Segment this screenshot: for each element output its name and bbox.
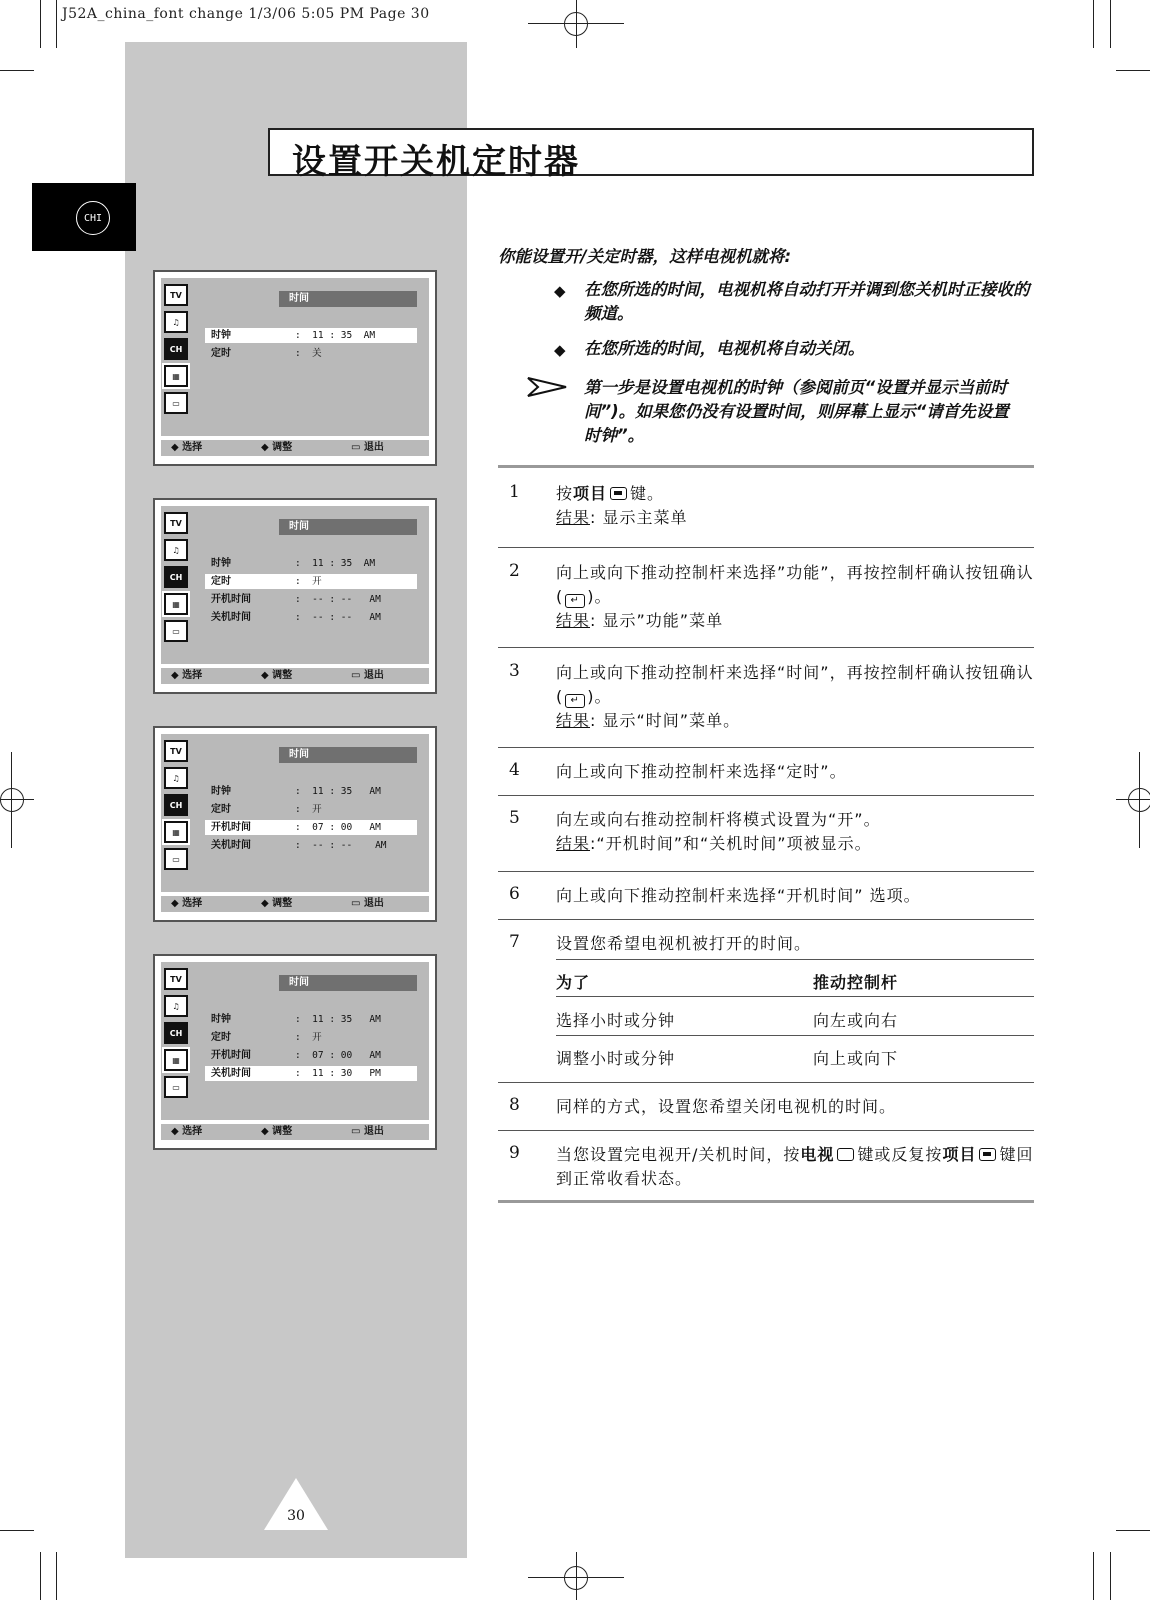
step-divider bbox=[498, 795, 1034, 796]
osd-menu-panel bbox=[153, 498, 437, 694]
footer-adjust-hint: ◆ 调整 bbox=[261, 670, 293, 681]
osd-row-value: : -- : -- AM bbox=[295, 840, 387, 851]
sound-icon: ♫ bbox=[164, 767, 188, 789]
osd-row-value: : 07 : 00 AM bbox=[295, 822, 381, 833]
osd-row-value: : 11 : 35 AM bbox=[295, 786, 381, 797]
step-number: 7 bbox=[509, 932, 520, 952]
osd-menu-title: 时间 bbox=[279, 291, 417, 307]
osd-menu-row bbox=[205, 592, 417, 607]
osd-menu-icon-column bbox=[164, 968, 194, 1103]
osd-row-label: 时钟 bbox=[211, 786, 231, 797]
osd-row-label: 时钟 bbox=[211, 1014, 231, 1025]
osd-menu-title: 时间 bbox=[279, 747, 417, 763]
footer-exit-hint: ▭ 退出 bbox=[351, 898, 384, 909]
registration-mark bbox=[0, 788, 24, 812]
footer-select-hint: ◆ 选择 bbox=[171, 1126, 203, 1137]
osd-row-label: 开机时间 bbox=[211, 594, 251, 605]
osd-menu-panel bbox=[153, 954, 437, 1150]
crop-mark bbox=[1110, 1552, 1111, 1600]
crop-mark bbox=[56, 0, 57, 48]
osd-menu-icon-column bbox=[164, 284, 194, 419]
registration-line bbox=[576, 1552, 577, 1600]
registration-line bbox=[11, 752, 12, 848]
osd-menu-footer bbox=[161, 440, 429, 456]
osd-menu-icon-column bbox=[164, 512, 194, 647]
osd-row-label: 关机时间 bbox=[211, 1068, 251, 1079]
osd-menu-footer bbox=[161, 1124, 429, 1140]
tv-key-icon bbox=[837, 1148, 854, 1161]
osd-row-label: 定时 bbox=[211, 576, 231, 587]
step-number: 8 bbox=[509, 1095, 520, 1115]
osd-row-value: : -- : -- AM bbox=[295, 594, 381, 605]
bullet-item: 在您所选的时间，电视机将自动关闭。 bbox=[584, 339, 865, 358]
crop-mark bbox=[0, 70, 34, 71]
step-divider bbox=[498, 1130, 1034, 1131]
channel-icon: CH bbox=[164, 1022, 188, 1044]
crop-mark bbox=[40, 1552, 41, 1600]
function-icon: ▭ bbox=[164, 620, 188, 642]
step-divider bbox=[498, 547, 1034, 548]
note-text: 第一步是设置电视机的时钟（参阅前页“设置并显示当前时间”)。如果您仍没有设置时间，则屏幕上显示“请首先设置时钟”。 bbox=[584, 378, 1009, 445]
step-divider bbox=[498, 647, 1034, 648]
menu-key-icon bbox=[979, 1148, 996, 1161]
setup-icon: ▦ bbox=[164, 1049, 188, 1071]
osd-menu-row bbox=[205, 1066, 417, 1081]
function-icon: ▭ bbox=[164, 848, 188, 870]
crop-mark bbox=[1110, 0, 1111, 48]
registration-line bbox=[576, 0, 577, 48]
table-rule bbox=[556, 996, 1034, 997]
osd-menu-row bbox=[205, 838, 417, 853]
intro-text: 你能设置开/关定时器，这样电视机就将: bbox=[498, 247, 792, 266]
osd-menu-row bbox=[205, 784, 417, 799]
step-number: 1 bbox=[509, 482, 520, 502]
table-rule bbox=[556, 959, 1034, 960]
osd-menu-row bbox=[205, 346, 417, 361]
print-slug: J52A_china_font change 1/3/06 5:05 PM Page 30 bbox=[62, 6, 430, 22]
registration-line bbox=[0, 799, 34, 800]
page-title: 设置开关机定时器 bbox=[292, 142, 580, 182]
step-1-text: 按项目 键。 结果: 显示主菜单 bbox=[556, 484, 688, 527]
osd-menu-row bbox=[205, 1030, 417, 1045]
osd-row-value: : -- : -- AM bbox=[295, 612, 381, 623]
osd-row-label: 开机时间 bbox=[211, 822, 251, 833]
tv-picture-icon: TV bbox=[164, 284, 188, 306]
osd-row-value: : 开 bbox=[295, 576, 322, 587]
step-number: 2 bbox=[509, 561, 520, 581]
registration-line bbox=[528, 1577, 624, 1578]
table-cell: 选择小时或分钟 bbox=[556, 1011, 676, 1030]
registration-line bbox=[1139, 752, 1140, 848]
table-cell: 向上或向下 bbox=[813, 1049, 899, 1068]
channel-icon: CH bbox=[164, 338, 188, 360]
setup-icon: ▦ bbox=[164, 821, 188, 843]
footer-adjust-hint: ◆ 调整 bbox=[261, 442, 293, 453]
osd-menu-title: 时间 bbox=[279, 975, 417, 991]
crop-mark bbox=[56, 1552, 57, 1600]
tv-picture-icon: TV bbox=[164, 512, 188, 534]
crop-mark bbox=[1116, 1530, 1150, 1531]
osd-menu-body bbox=[161, 506, 429, 664]
step-8-text: 同样的方式，设置您希望关闭电视机的时间。 bbox=[556, 1097, 897, 1116]
function-icon: ▭ bbox=[164, 1076, 188, 1098]
step-divider bbox=[498, 871, 1034, 872]
table-header-col1: 为了 bbox=[556, 973, 591, 992]
section-rule bbox=[498, 1200, 1034, 1203]
osd-menu-row bbox=[205, 802, 417, 817]
osd-menu-footer bbox=[161, 896, 429, 912]
registration-line bbox=[1116, 799, 1150, 800]
osd-row-value: : 11 : 30 PM bbox=[295, 1068, 381, 1079]
osd-row-value: : 开 bbox=[295, 804, 322, 815]
table-header-col2: 推动控制杆 bbox=[813, 973, 899, 992]
bullet-item: 在您所选的时间，电视机将自动打开并调到您关机时正接收的频道。 bbox=[584, 280, 1030, 323]
note-arrow-icon bbox=[526, 376, 568, 398]
osd-menu-row bbox=[205, 820, 417, 835]
crop-mark bbox=[40, 0, 41, 48]
step-3-text: 向上或向下推动控制杆来选择“时间”，再按控制杆确认按钮确认( ↵ )。 结果: 显示“时间”菜单。 bbox=[556, 663, 1034, 730]
osd-row-label: 关机时间 bbox=[211, 612, 251, 623]
crop-mark bbox=[0, 1530, 34, 1531]
setup-icon: ▦ bbox=[164, 593, 188, 615]
footer-adjust-hint: ◆ 调整 bbox=[261, 1126, 293, 1137]
tv-picture-icon: TV bbox=[164, 968, 188, 990]
table-rule bbox=[556, 1035, 1034, 1036]
step-7-text: 设置您希望电视机被打开的时间。 bbox=[556, 934, 812, 953]
osd-menu-row bbox=[205, 1012, 417, 1027]
footer-exit-hint: ▭ 退出 bbox=[351, 1126, 384, 1137]
section-rule bbox=[498, 465, 1034, 468]
osd-menu-row bbox=[205, 556, 417, 571]
step-6-text: 向上或向下推动控制杆来选择“开机时间” 选项。 bbox=[556, 886, 921, 905]
footer-adjust-hint: ◆ 调整 bbox=[261, 898, 293, 909]
sound-icon: ♫ bbox=[164, 995, 188, 1017]
step-divider bbox=[498, 1082, 1034, 1083]
function-icon: ▭ bbox=[164, 392, 188, 414]
crop-mark bbox=[1093, 0, 1094, 48]
setup-icon: ▦ bbox=[164, 365, 188, 387]
footer-select-hint: ◆ 选择 bbox=[171, 898, 203, 909]
table-cell: 向左或向右 bbox=[813, 1011, 899, 1030]
osd-menu-panel bbox=[153, 726, 437, 922]
osd-menu-title: 时间 bbox=[279, 519, 417, 535]
osd-row-label: 定时 bbox=[211, 1032, 231, 1043]
enter-key-icon: ↵ bbox=[565, 694, 585, 708]
step-number: 9 bbox=[509, 1143, 520, 1163]
step-9-text: 当您设置完电视开/关机时间，按电视 键或反复按项目 键回到正常收看状态。 bbox=[556, 1145, 1034, 1188]
page-number: 30 bbox=[287, 1508, 305, 1524]
osd-menu-body bbox=[161, 734, 429, 892]
osd-row-value: : 07 : 00 AM bbox=[295, 1050, 381, 1061]
osd-row-value: : 开 bbox=[295, 1032, 322, 1043]
osd-row-value: : 关 bbox=[295, 348, 322, 359]
footer-exit-hint: ▭ 退出 bbox=[351, 670, 384, 681]
step-number: 3 bbox=[509, 661, 520, 681]
enter-key-icon: ↵ bbox=[565, 594, 585, 608]
footer-select-hint: ◆ 选择 bbox=[171, 442, 203, 453]
tv-picture-icon: TV bbox=[164, 740, 188, 762]
step-5-text: 向左或向右推动控制杆将模式设置为“开”。 结果:“开机时间”和“关机时间”项被显示。 bbox=[556, 810, 881, 853]
channel-icon: CH bbox=[164, 566, 188, 588]
registration-line bbox=[528, 23, 624, 24]
sound-icon: ♫ bbox=[164, 311, 188, 333]
bullet-diamond: ◆ bbox=[554, 341, 566, 359]
osd-row-value: : 11 : 35 AM bbox=[295, 1014, 381, 1025]
osd-row-label: 开机时间 bbox=[211, 1050, 251, 1061]
sound-icon: ♫ bbox=[164, 539, 188, 561]
osd-menu-row bbox=[205, 610, 417, 625]
osd-menu-row bbox=[205, 574, 417, 589]
step-number: 6 bbox=[509, 884, 520, 904]
osd-menu-icon-column bbox=[164, 740, 194, 875]
step-4-text: 向上或向下推动控制杆来选择“定时”。 bbox=[556, 762, 847, 781]
menu-key-icon bbox=[610, 487, 627, 500]
channel-icon: CH bbox=[164, 794, 188, 816]
osd-menu-row bbox=[205, 328, 417, 343]
osd-row-label: 定时 bbox=[211, 804, 231, 815]
osd-menu-row bbox=[205, 1048, 417, 1063]
osd-menu-body bbox=[161, 962, 429, 1120]
osd-menu-body bbox=[161, 278, 429, 436]
table-cell: 调整小时或分钟 bbox=[556, 1049, 676, 1068]
step-number: 5 bbox=[509, 808, 520, 828]
bullet-diamond: ◆ bbox=[554, 282, 566, 300]
step-divider bbox=[498, 919, 1034, 920]
step-divider bbox=[498, 747, 1034, 748]
osd-row-label: 关机时间 bbox=[211, 840, 251, 851]
osd-row-label: 时钟 bbox=[211, 330, 231, 341]
osd-row-value: : 11 : 35 AM bbox=[295, 330, 376, 341]
osd-row-value: : 11 : 35 AM bbox=[295, 558, 376, 569]
osd-row-label: 定时 bbox=[211, 348, 231, 359]
footer-exit-hint: ▭ 退出 bbox=[351, 442, 384, 453]
footer-select-hint: ◆ 选择 bbox=[171, 670, 203, 681]
osd-menu-panel bbox=[153, 270, 437, 466]
language-tab-label: CHI bbox=[76, 201, 110, 235]
crop-mark bbox=[1116, 70, 1150, 71]
step-number: 4 bbox=[509, 760, 520, 780]
osd-menu-footer bbox=[161, 668, 429, 684]
crop-mark bbox=[1093, 1552, 1094, 1600]
step-2-text: 向上或向下推动控制杆来选择”功能”，再按控制杆确认按钮确认( ↵ )。 结果: 显示”功能”菜单 bbox=[556, 563, 1034, 630]
osd-row-label: 时钟 bbox=[211, 558, 231, 569]
